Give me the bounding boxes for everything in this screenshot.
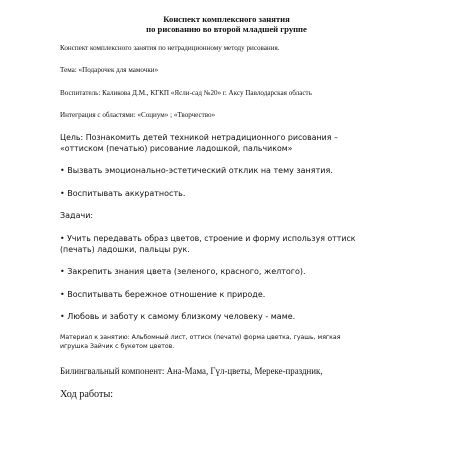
procedure-heading: Ход работы: — [60, 389, 114, 400]
material-line-2: игрушка Зайчик с букетом цветов. — [60, 343, 175, 350]
task-1-line-2: (печать) ладошки, пальцы рук. — [60, 245, 190, 254]
task-4: • Любовь и заботу к самому близкому человеку - маме. — [60, 312, 296, 321]
goal-line-1: Цель: Познакомить детей техникой нетрадиционного рисования – — [60, 133, 338, 142]
document-title-line-2: по рисованию во второй младшей группе — [146, 24, 307, 34]
integration-text: Интеграция с областями: «Социум» ; «Творчество» — [60, 111, 216, 119]
material-line-1: Материал к занятию: Альбомный лист, оттиск (печати) форма цветка, гуашь, мягкая — [60, 334, 341, 341]
teacher-text: Воспитатель: Каликова Д.М., КГКП «Ясли-сад №20» г. Аксу Павлодарская область — [60, 89, 312, 97]
task-1-line-1: • Учить передавать образ цветов, строение и форму используя оттиск — [60, 234, 356, 243]
document-title-line-1: Конспект комплексного занятия — [163, 14, 290, 24]
bullet-neatness: • Воспитывать аккуратность. — [60, 189, 186, 198]
bilingual-component: Билингвальный компонент: Ана-Мама, Гүл-цветы, Мереке-праздник, — [60, 366, 323, 376]
task-2: • Закрепить знания цвета (зеленого, красного, желтого). — [60, 267, 306, 276]
theme-text: Тема: «Подарочек для мамочки» — [60, 66, 159, 74]
tasks-heading: Задачи: — [60, 211, 94, 220]
bullet-emotional-response: • Вызвать эмоционально-эстетический отклик на тему занятия. — [60, 166, 333, 175]
goal-line-2: «оттиском (печатью) рисование ладошкой, пальчиком» — [60, 144, 293, 153]
task-3: • Воспитывать бережное отношение к природе. — [60, 290, 266, 299]
intro-text: Конспект комплексного занятия по нетрадиционному методу рисования. — [60, 44, 280, 52]
